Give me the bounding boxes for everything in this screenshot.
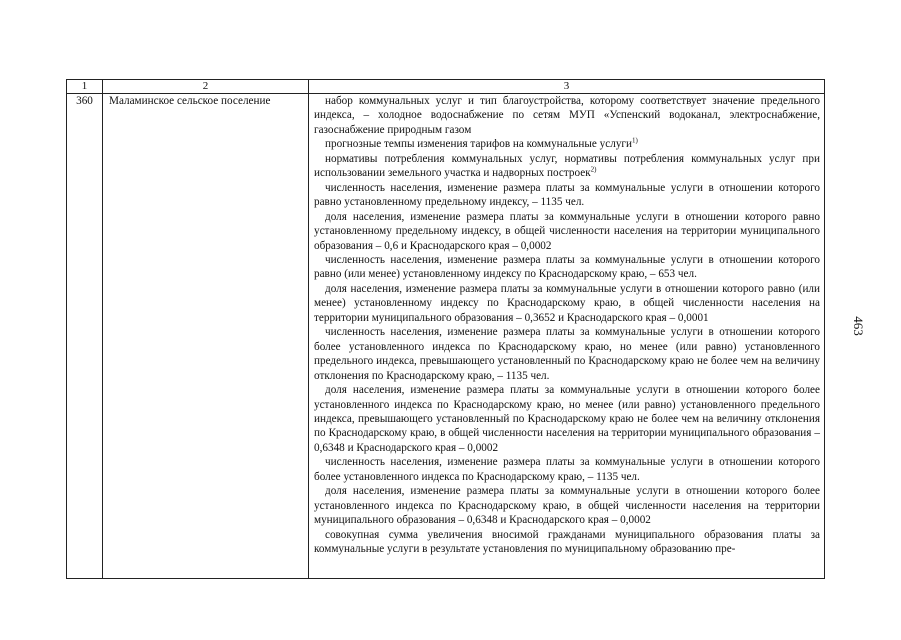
paragraph-text: численность населения, изменение размера платы за коммунальные услуги в отношении которого равно (или менее) установленному индексу по Краснодарскому краю, – 653 чел. bbox=[314, 253, 820, 281]
paragraph-text: доля населения, изменение размера платы за коммунальные услуги в отношении которого более установленного индекса по Краснодарскому краю, но менее (или равно) установленного предельного индекса, превышающего установленный по Краснодарскому краю не более чем на величину отклонения по Краснодарскому краю, в общей численности населения на территории муниципального образования – 0,6348 и Краснодарского края – 0,0002 bbox=[314, 384, 820, 454]
page-number: 463 bbox=[851, 316, 866, 336]
footnote-marker: 2) bbox=[590, 165, 597, 174]
settlement-name: Маламинское сельское поселение bbox=[103, 94, 309, 579]
paragraph-text: набор коммунальных услуг и тип благоустройства, которому соответствует значение предельного индекса, – холодное водоснабжение по сетям МУП «Успенский водоканал, электроснабжение, газоснабжение природным газом bbox=[314, 95, 820, 136]
content-paragraph bbox=[314, 383, 820, 455]
content-paragraph bbox=[314, 455, 820, 484]
paragraph-text: численность населения, изменение размера платы за коммунальные услуги в отношении которого равно установленному предельному индексу, – 1135 чел. bbox=[314, 181, 820, 209]
content-paragraph bbox=[314, 282, 820, 325]
content-paragraph bbox=[314, 484, 820, 527]
paragraph-text: нормативы потребления коммунальных услуг, нормативы потребления коммунальных услуг при использовании земельного участка и надворных построек bbox=[314, 152, 820, 180]
document-table bbox=[66, 79, 825, 579]
content-paragraph bbox=[314, 181, 820, 210]
column-header-3: 3 bbox=[309, 80, 825, 94]
content-paragraph bbox=[314, 152, 820, 181]
content-paragraph bbox=[314, 253, 820, 282]
content-paragraph bbox=[314, 325, 820, 383]
paragraph-text: доля населения, изменение размера платы за коммунальные услуги в отношении которого равно установленному предельному индексу, в общей численности населения на территории муниципального образования – 0,6 и Краснодарского края – 0,0002 bbox=[314, 210, 820, 252]
paragraph-text: численность населения, изменение размера платы за коммунальные услуги в отношении которого более установленного индекса по Краснодарскому краю, но менее (или равно) установленного предельного индекса, превышающего установленный по Краснодарскому краю не более чем на величину отклонения по Краснодарскому краю, – 1135 чел. bbox=[314, 326, 820, 382]
column-header-1: 1 bbox=[67, 80, 103, 94]
content-paragraph bbox=[314, 94, 820, 137]
content-paragraph bbox=[314, 137, 820, 151]
table-row bbox=[67, 94, 825, 579]
paragraph-text: доля населения, изменение размера платы за коммунальные услуги в отношении которого равно (или менее) установленному индексу по Краснодарскому краю, в общей численности населения на территории муниципального образования – 0,3652 и Краснодарского края – 0,0001 bbox=[314, 282, 820, 324]
paragraph-list bbox=[314, 94, 820, 557]
table-header-row bbox=[67, 80, 825, 94]
content-paragraph bbox=[314, 210, 820, 253]
paragraph-text: совокупная сумма увеличения вносимой гражданами муниципального образования платы за коммунальные услуги в результате установления по муниципальному образованию пре- bbox=[314, 528, 820, 556]
column-header-2: 2 bbox=[103, 80, 309, 94]
row-number: 360 bbox=[67, 94, 103, 579]
paragraph-text: численность населения, изменение размера платы за коммунальные услуги в отношении которого более установленного индекса по Краснодарскому краю, – 1135 чел. bbox=[314, 456, 820, 483]
row-content bbox=[309, 94, 825, 579]
paragraph-text: доля населения, изменение размера платы за коммунальные услуги в отношении которого более установленного индекса по Краснодарскому краю, в общей численности населения на территории муниципального образования – 0,6348 и Краснодарского края – 0,0002 bbox=[314, 485, 820, 527]
paragraph-text: прогнозные темпы изменения тарифов на коммунальные услуги bbox=[325, 138, 632, 151]
footnote-marker: 1) bbox=[631, 136, 638, 145]
content-paragraph bbox=[314, 528, 820, 557]
